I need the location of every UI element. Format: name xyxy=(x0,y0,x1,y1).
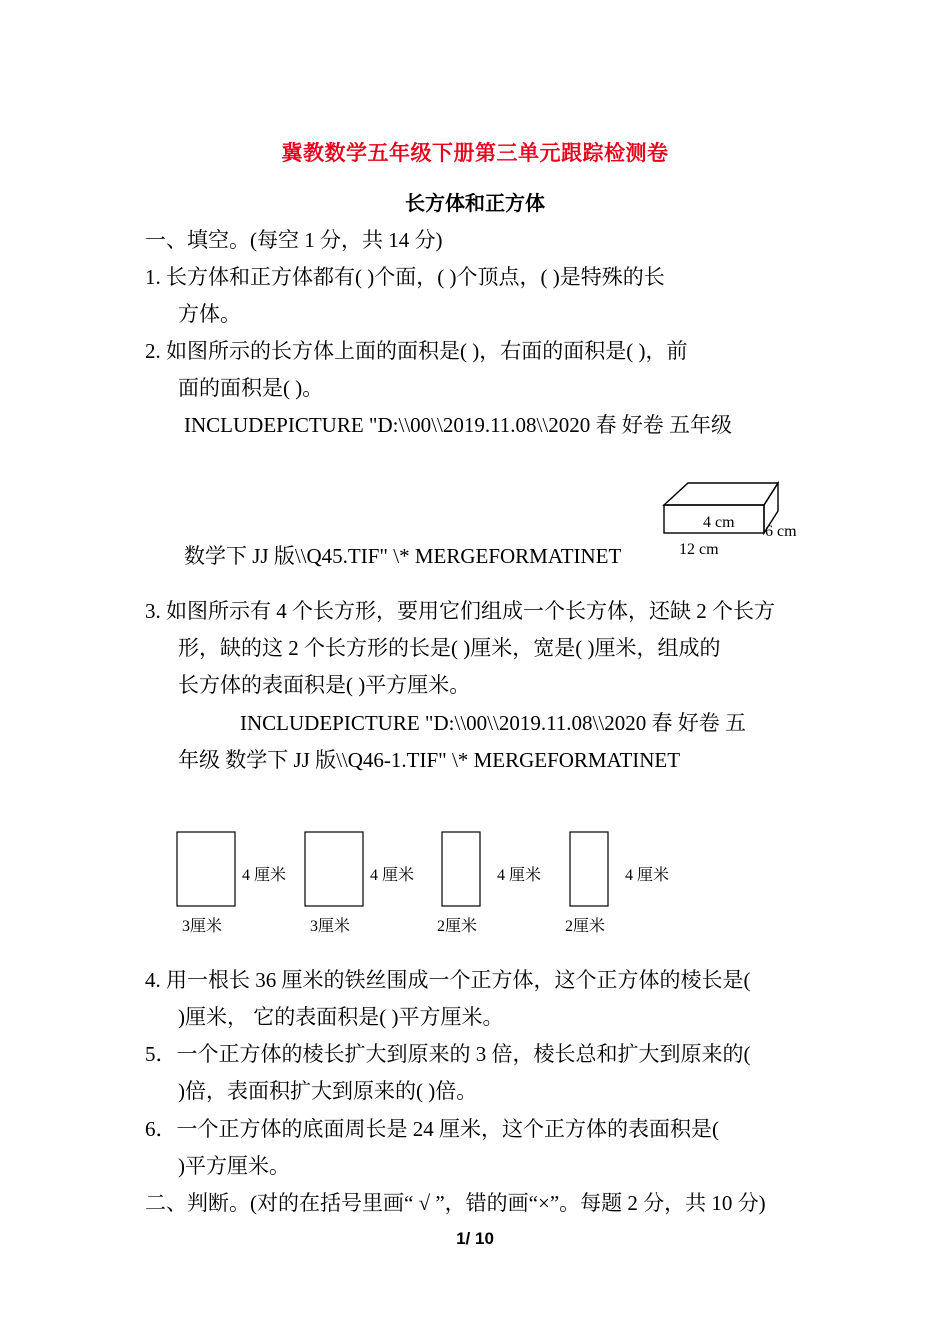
question-2-includepicture-line-1: INCLUDEPICTURE "D:\\00\\2019.11.08\\2020 春 好卷 五年级 xyxy=(184,413,732,437)
cuboid-length-label: 12 cm xyxy=(679,541,719,558)
question-2-line-1: 2. 如图所示的长方体上面的面积是( )，右面的面积是( )，前 xyxy=(145,339,688,363)
question-3-includepicture-line-1: INCLUDEPICTURE "D:\\00\\2019.11.08\\2020 春 好卷 五 xyxy=(240,711,746,735)
question-6-line-1: 6．一个正方体的底面周长是 24 厘米，这个正方体的表面积是( xyxy=(145,1117,719,1141)
cuboid-height-label: 4 cm xyxy=(703,514,735,531)
rectangle-3-height-label: 4 厘米 xyxy=(497,867,542,884)
question-1-line-1: 1. 长方体和正方体都有( )个面，( )个顶点，( )是特殊的长 xyxy=(145,265,665,289)
page-number: 1/ 10 xyxy=(456,1229,494,1248)
section-2-heading: 二、判断。(对的在括号里画“ √ ”，错的画“×”。每题 2 分，共 10 分) xyxy=(145,1191,766,1215)
rectangle-1-width-label: 3厘米 xyxy=(182,918,223,935)
rectangle-2-height-label: 4 厘米 xyxy=(370,867,415,884)
rectangle-4-width-label: 2厘米 xyxy=(565,918,606,935)
rectangle-1-height-label: 4 厘米 xyxy=(242,867,287,884)
rectangle-2 xyxy=(305,832,363,906)
cuboid-top-face xyxy=(664,483,778,505)
question-1-line-2: 方体。 xyxy=(178,302,241,326)
document-subtitle: 长方体和正方体 xyxy=(405,193,545,215)
cuboid-figure xyxy=(655,476,815,560)
rectangles-figure xyxy=(170,825,690,940)
question-2-line-2: 面的面积是( )。 xyxy=(178,376,324,400)
document-title: 冀教数学五年级下册第三单元跟踪检测卷 xyxy=(281,141,669,165)
rectangle-1 xyxy=(177,832,235,906)
question-6-line-2: )平方厘米。 xyxy=(178,1154,290,1178)
rectangle-4 xyxy=(570,832,608,906)
question-3-includepicture-line-2: 年级 数学下 JJ 版\\Q46-1.TIF" \* MERGEFORMATINET xyxy=(178,748,681,772)
rectangle-3 xyxy=(442,832,480,906)
question-4-line-1: 4. 用一根长 36 厘米的铁丝围成一个正方体，这个正方体的棱长是( xyxy=(145,968,751,992)
question-2-includepicture-line-2: 数学下 JJ 版\\Q45.TIF" \* MERGEFORMATINET xyxy=(184,544,622,568)
rectangle-3-width-label: 2厘米 xyxy=(437,918,478,935)
rectangle-4-height-label: 4 厘米 xyxy=(625,867,670,884)
rectangle-2-width-label: 3厘米 xyxy=(310,918,351,935)
question-4-line-2: )厘米， 它的表面积是( )平方厘米。 xyxy=(178,1005,504,1029)
question-5-line-2: )倍，表面积扩大到原来的( )倍。 xyxy=(178,1079,478,1103)
question-5-line-1: 5．一个正方体的棱长扩大到原来的 3 倍，棱长总和扩大到原来的( xyxy=(145,1042,751,1066)
question-3-line-3: 长方体的表面积是( )平方厘米。 xyxy=(178,673,471,697)
cuboid-depth-label: 6 cm xyxy=(765,523,797,540)
question-3-line-2: 形，缺的这 2 个长方形的长是( )厘米，宽是( )厘米，组成的 xyxy=(178,636,721,660)
question-3-line-1: 3. 如图所示有 4 个长方形，要用它们组成一个长方体，还缺 2 个长方 xyxy=(145,599,775,623)
section-1-heading: 一、填空。(每空 1 分，共 14 分) xyxy=(145,228,443,252)
